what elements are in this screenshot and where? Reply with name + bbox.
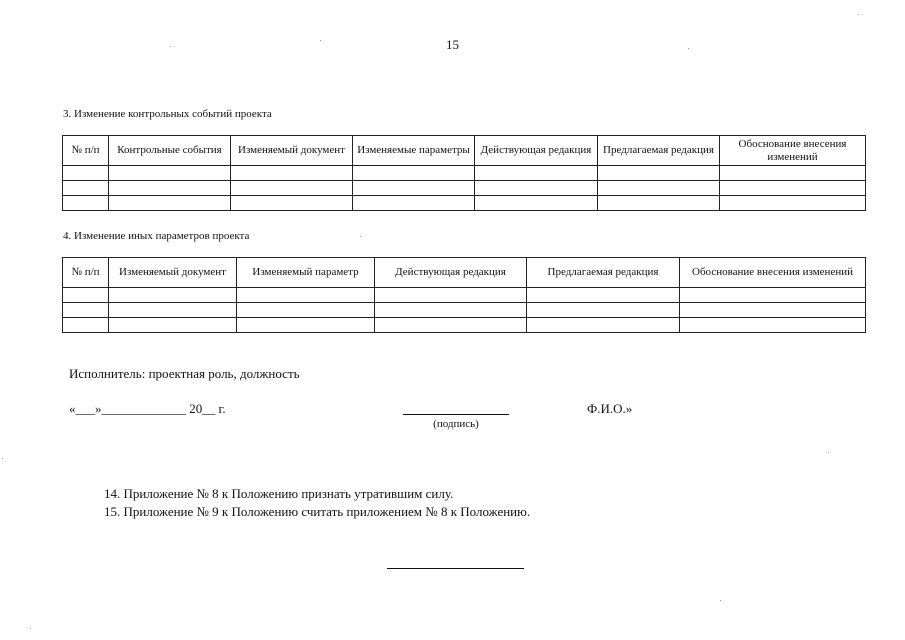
- executor-line: Исполнитель: проектная роль, должность: [69, 366, 300, 381]
- column-header: Предлагаемая редакция: [598, 136, 720, 166]
- table-cell: [720, 181, 866, 196]
- table-row: [63, 166, 866, 181]
- table-cell: [237, 318, 375, 333]
- scan-speck: [360, 236, 361, 237]
- table-cell: [720, 196, 866, 211]
- scan-speck: [320, 40, 321, 41]
- column-header: Изменяемые параметры: [353, 136, 475, 166]
- signature-line: [403, 414, 509, 415]
- table-cell: [527, 288, 680, 303]
- item-15: 15. Приложение № 9 к Положению считать приложением № 8 к Положению.: [104, 504, 531, 519]
- column-header: Изменяемый параметр: [237, 258, 375, 288]
- table-cell: [375, 303, 527, 318]
- table-cell: [375, 288, 527, 303]
- table-cell: [598, 196, 720, 211]
- table-cell: [353, 166, 475, 181]
- scan-speck: [170, 46, 171, 47]
- table-cell: [231, 181, 353, 196]
- scan-speck: [688, 48, 689, 49]
- table-cell: [109, 181, 231, 196]
- column-header: Обоснование внесения изменений: [720, 136, 866, 166]
- table-cell: [353, 181, 475, 196]
- table-cell: [720, 166, 866, 181]
- table-row: [63, 318, 866, 333]
- table-row: [63, 288, 866, 303]
- table-cell: [475, 166, 598, 181]
- table-row: [63, 181, 866, 196]
- table-cell: [375, 318, 527, 333]
- table-cell: [680, 288, 866, 303]
- column-header: Обоснование внесения изменений: [680, 258, 866, 288]
- table-cell: [237, 288, 375, 303]
- column-header: Действующая редакция: [375, 258, 527, 288]
- full-name-label: Ф.И.О.»: [587, 401, 633, 416]
- table-cell: [63, 196, 109, 211]
- table-cell: [680, 318, 866, 333]
- table-cell: [527, 303, 680, 318]
- table-cell: [109, 303, 237, 318]
- table-cell: [475, 181, 598, 196]
- column-header: Действующая редакция: [475, 136, 598, 166]
- table-cell: [598, 166, 720, 181]
- table-cell: [109, 288, 237, 303]
- scan-speck: [828, 452, 829, 453]
- table-cell: [598, 181, 720, 196]
- table-cell: [63, 303, 109, 318]
- other-parameters-table: [62, 257, 866, 333]
- section-4-title: 4. Изменение иных параметров проекта: [63, 230, 250, 242]
- item-14: 14. Приложение № 8 к Положению признать утратившим силу.: [104, 486, 454, 501]
- section-3-title: 3. Изменение контрольных событий проекта: [63, 108, 272, 120]
- table-cell: [109, 318, 237, 333]
- table-cell: [353, 196, 475, 211]
- table-cell: [231, 196, 353, 211]
- table-row: [63, 196, 866, 211]
- scan-speck: [720, 600, 721, 601]
- table-cell: [475, 196, 598, 211]
- date-line: «___»_____________ 20__ г.: [69, 401, 226, 416]
- table-row: [63, 303, 866, 318]
- control-events-table: [62, 135, 866, 211]
- column-header: № п/п: [63, 136, 109, 166]
- scan-speck: [30, 628, 31, 629]
- table-cell: [109, 196, 231, 211]
- table-cell: [63, 181, 109, 196]
- column-header: № п/п: [63, 258, 109, 288]
- table-header-row: [63, 258, 866, 288]
- table-cell: [63, 288, 109, 303]
- table-cell: [237, 303, 375, 318]
- scan-speck: [2, 458, 3, 459]
- column-header: Предлагаемая редакция: [527, 258, 680, 288]
- page-number: 15: [446, 37, 459, 52]
- signature-label: (подпись): [433, 418, 479, 430]
- column-header: Изменяемый документ: [231, 136, 353, 166]
- table-cell: [231, 166, 353, 181]
- column-header: Изменяемый документ: [109, 258, 237, 288]
- table-cell: [63, 318, 109, 333]
- column-header: Контрольные события: [109, 136, 231, 166]
- closing-separator: [387, 568, 524, 569]
- table-cell: [109, 166, 231, 181]
- scan-speck: [858, 14, 859, 15]
- table-cell: [63, 166, 109, 181]
- table-header-row: [63, 136, 866, 166]
- table-cell: [680, 303, 866, 318]
- table-cell: [527, 318, 680, 333]
